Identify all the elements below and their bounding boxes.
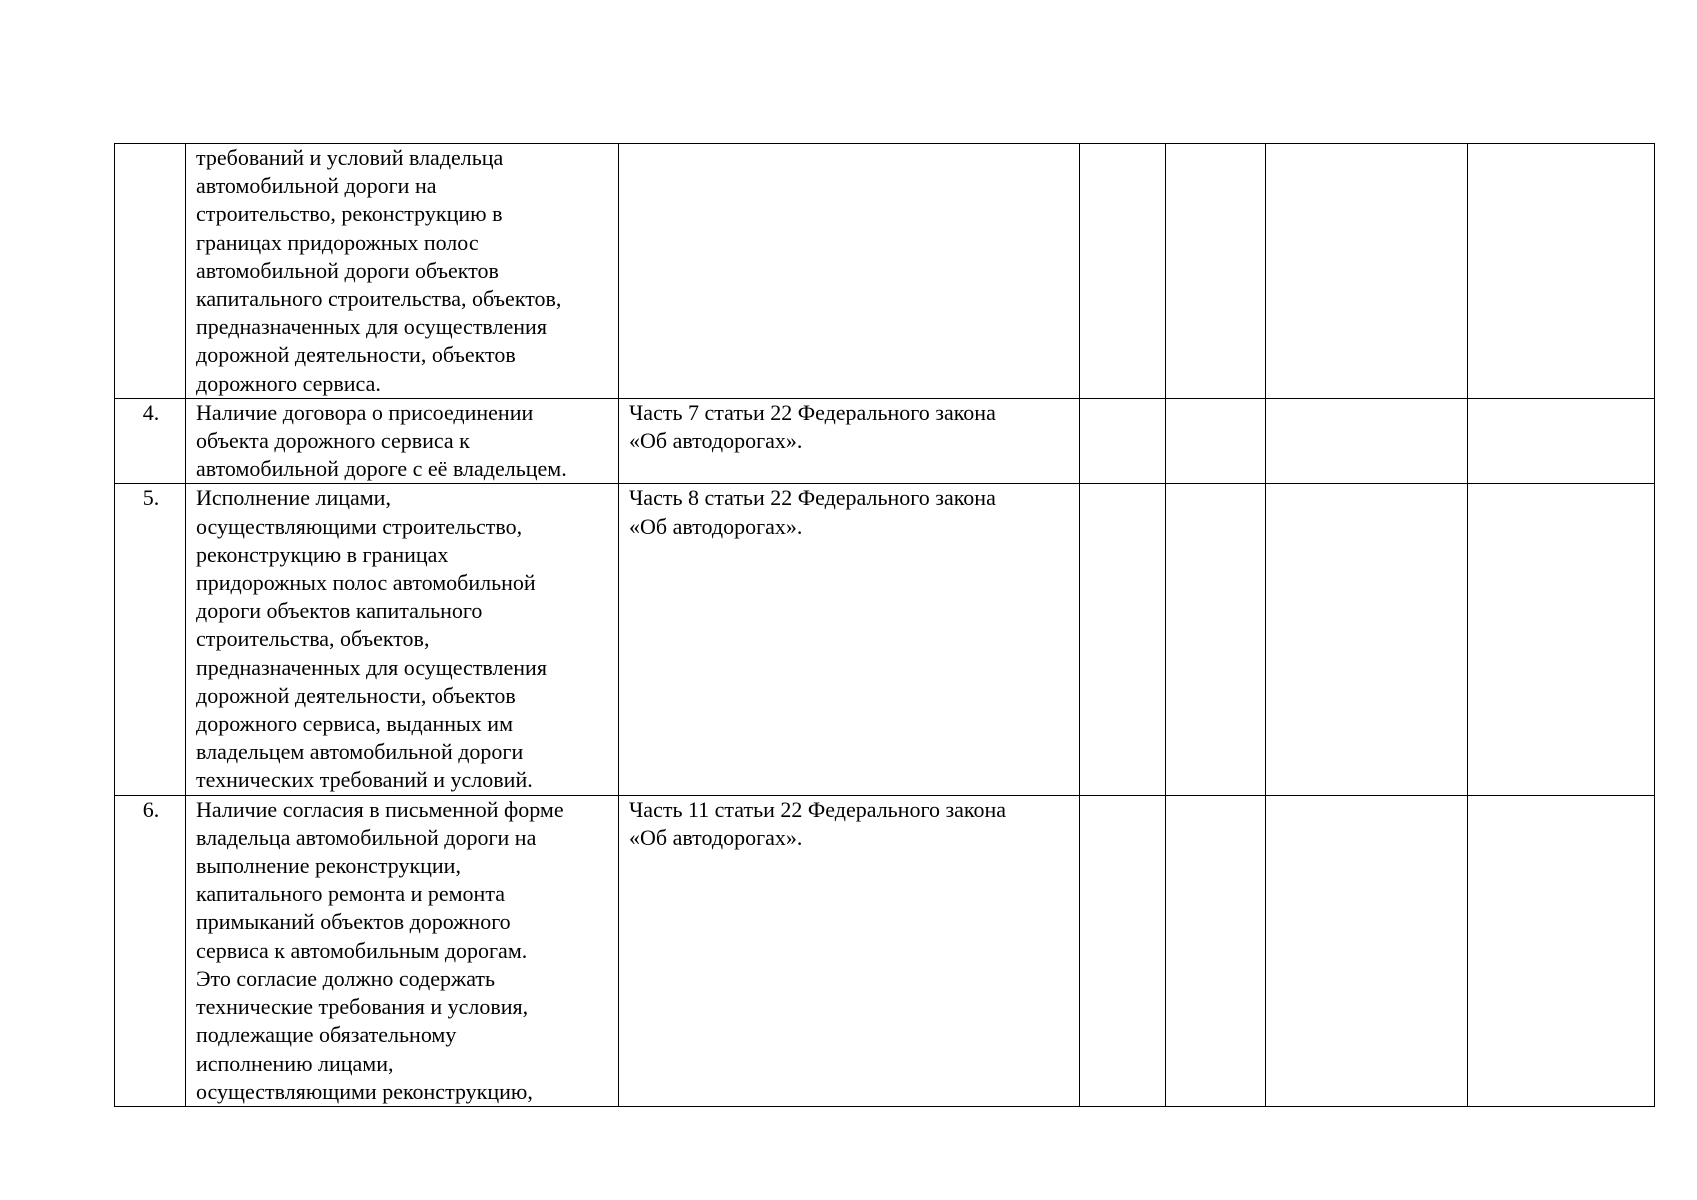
cell-text-line: Это согласие должно содержать: [196, 965, 496, 991]
cell-text-line: капитального строительства, объектов,: [196, 286, 562, 312]
cell-text-line: выполнение реконструкции,: [196, 853, 461, 879]
cell-text-line: сервиса к автомобильным дорогам.: [196, 937, 528, 963]
cell-text-line: «Об автодорогах».: [629, 428, 803, 454]
cell-text-line: дорожной деятельности, объектов: [196, 682, 516, 708]
reference-cell: [619, 484, 1080, 795]
empty-cell: [1166, 398, 1266, 484]
cell-text-line: строительства, объектов,: [196, 626, 430, 652]
row-number: 5.: [142, 485, 160, 511]
cell-text-line: владельцем автомобильной дороги: [196, 739, 524, 765]
requirement-cell: [186, 144, 619, 399]
cell-text-line: Часть 7 статьи 22 Федерального закона: [629, 399, 996, 425]
row-number-cell: [115, 484, 186, 795]
cell-text-line: Наличие согласия в письменной форме: [196, 796, 564, 822]
cell-text-line: предназначенных для осуществления: [196, 314, 547, 340]
empty-cell: [1468, 398, 1655, 484]
requirement-cell: [186, 398, 619, 484]
cell-text-line: предназначенных для осуществления: [196, 654, 547, 680]
table-row: [115, 795, 1655, 1106]
row-number: 4.: [142, 399, 160, 425]
cell-text-line: Часть 11 статьи 22 Федерального закона: [629, 796, 1007, 822]
row-number: 6.: [142, 796, 160, 822]
empty-cell: [1266, 398, 1468, 484]
empty-cell: [1468, 484, 1655, 795]
empty-cell: [1166, 144, 1266, 399]
cell-text-line: капитального ремонта и ремонта: [196, 881, 505, 907]
empty-cell: [1080, 484, 1166, 795]
empty-cell: [1080, 398, 1166, 484]
empty-cell: [1080, 795, 1166, 1106]
table-body: [115, 144, 1655, 1107]
cell-text-line: примыканий объектов дорожного: [196, 909, 511, 935]
cell-text-line: осуществляющими строительство,: [196, 513, 523, 539]
empty-cell: [1166, 795, 1266, 1106]
cell-text-line: подлежащие обязательному: [196, 1022, 457, 1048]
cell-text-line: автомобильной дороге с её владельцем.: [196, 456, 567, 482]
empty-cell: [1266, 144, 1468, 399]
cell-text-line: придорожных полос автомобильной: [196, 570, 536, 596]
cell-text-line: объекта дорожного сервиса к: [196, 428, 470, 454]
cell-text-line: Исполнение лицами,: [196, 485, 391, 511]
cell-text-line: автомобильной дороги на: [196, 173, 437, 199]
empty-cell: [1266, 484, 1468, 795]
cell-text-line: технических требований и условий.: [196, 767, 533, 793]
empty-cell: [1266, 795, 1468, 1106]
row-number-cell: [115, 144, 186, 399]
cell-text-line: «Об автодорогах».: [629, 513, 803, 539]
cell-text-line: Часть 8 статьи 22 Федерального закона: [629, 485, 996, 511]
cell-text-line: технические требования и условия,: [196, 994, 529, 1020]
cell-text-line: дорожного сервиса.: [196, 370, 381, 396]
requirement-cell: [186, 484, 619, 795]
cell-text-line: строительство, реконструкцию в: [196, 201, 503, 227]
empty-cell: [1166, 484, 1266, 795]
table-row: [115, 398, 1655, 484]
cell-text-line: дорожного сервиса, выданных им: [196, 711, 514, 737]
cell-text-line: реконструкцию в границах: [196, 541, 449, 567]
cell-text-line: требований и условий владельца: [196, 145, 504, 170]
cell-text-line: исполнению лицами,: [196, 1050, 394, 1076]
table-row: [115, 484, 1655, 795]
requirement-cell: [186, 795, 619, 1106]
cell-text-line: дороги объектов капитального: [196, 598, 483, 624]
reference-cell: [619, 398, 1080, 484]
cell-text-line: дорожной деятельности, объектов: [196, 342, 516, 368]
row-number-cell: [115, 398, 186, 484]
requirements-table: [114, 143, 1655, 1107]
reference-cell: [619, 144, 1080, 399]
empty-cell: [1468, 144, 1655, 399]
empty-cell: [1468, 795, 1655, 1106]
cell-text-line: автомобильной дороги объектов: [196, 257, 499, 283]
row-number-cell: [115, 795, 186, 1106]
cell-text-line: границах придорожных полос: [196, 229, 479, 255]
cell-text-line: Наличие договора о присоединении: [196, 399, 534, 425]
cell-text-line: осуществляющими реконструкцию,: [196, 1078, 533, 1104]
cell-text-line: владельца автомобильной дороги на: [196, 824, 537, 850]
table-row: [115, 144, 1655, 399]
reference-cell: [619, 795, 1080, 1106]
empty-cell: [1080, 144, 1166, 399]
cell-text-line: «Об автодорогах».: [629, 824, 803, 850]
